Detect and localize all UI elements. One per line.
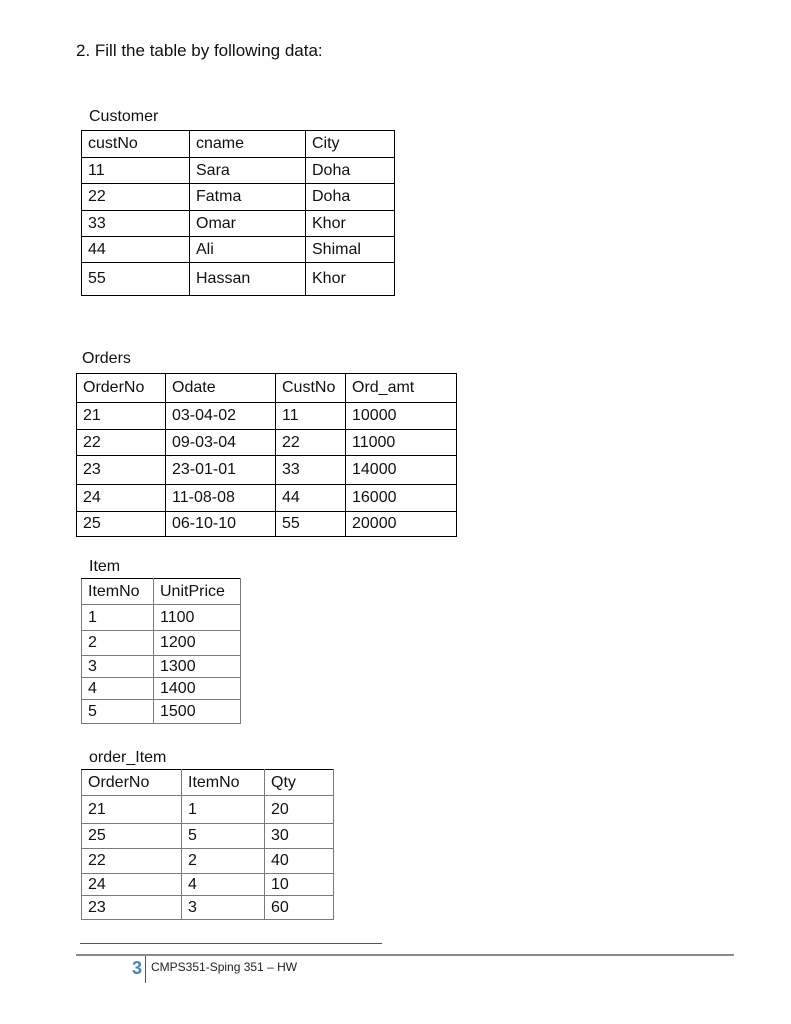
table-cell: 2 <box>82 631 154 656</box>
table-cell: 25 <box>82 824 182 849</box>
table-cell: 30 <box>265 824 334 849</box>
table-cell: 55 <box>82 263 190 296</box>
table-cell: 23 <box>77 456 166 485</box>
customer-table-caption: Customer <box>89 108 159 125</box>
table-cell: 06-10-10 <box>166 512 276 537</box>
column-header: Ord_amt <box>346 374 457 403</box>
column-header: CustNo <box>276 374 346 403</box>
column-header: OrderNo <box>77 374 166 403</box>
footer-divider <box>145 956 146 983</box>
column-header: ItemNo <box>182 770 265 796</box>
table-row <box>82 824 334 849</box>
orders-table-caption: Orders <box>82 350 131 367</box>
table-row <box>82 656 241 678</box>
table-cell: Sara <box>190 158 306 184</box>
table-cell: Ali <box>190 237 306 263</box>
table-cell: 14000 <box>346 456 457 485</box>
table-cell: 21 <box>77 403 166 430</box>
question-text: 2. Fill the table by following data: <box>76 41 323 60</box>
table-cell: 10 <box>265 874 334 896</box>
table-cell: 10000 <box>346 403 457 430</box>
table-cell: Doha <box>306 158 395 184</box>
table-cell: Khor <box>306 263 395 296</box>
table-row <box>82 237 395 263</box>
table-cell: 1400 <box>154 678 241 700</box>
table-row <box>77 512 457 537</box>
table-row <box>82 211 395 237</box>
table-cell: Shimal <box>306 237 395 263</box>
table-cell: 1 <box>82 605 154 631</box>
table-cell: 3 <box>182 896 265 920</box>
table-cell: 25 <box>77 512 166 537</box>
table-row <box>82 700 241 724</box>
table-cell: 40 <box>265 849 334 874</box>
table-cell: 11 <box>276 403 346 430</box>
table-row <box>82 849 334 874</box>
table-cell: 2 <box>182 849 265 874</box>
table-row <box>82 631 241 656</box>
table-cell: Omar <box>190 211 306 237</box>
table-cell: 03-04-02 <box>166 403 276 430</box>
table-cell: 11000 <box>346 430 457 456</box>
footnote-separator <box>80 943 382 944</box>
table-cell: 16000 <box>346 485 457 512</box>
column-header: Qty <box>265 770 334 796</box>
table-header-row <box>77 374 457 403</box>
item-table-caption: Item <box>89 558 121 575</box>
table-cell: 24 <box>77 485 166 512</box>
table-row <box>82 263 395 296</box>
table-cell: 33 <box>276 456 346 485</box>
column-header: OrderNo <box>82 770 182 796</box>
table-cell: 1500 <box>154 700 241 724</box>
item-table <box>81 578 241 724</box>
table-row <box>82 605 241 631</box>
order-item-table <box>81 769 334 920</box>
column-header: Odate <box>166 374 276 403</box>
table-row <box>82 896 334 920</box>
table-cell: 20 <box>265 796 334 824</box>
table-cell: Khor <box>306 211 395 237</box>
column-header: cname <box>190 131 306 158</box>
table-row <box>82 796 334 824</box>
table-cell: 44 <box>82 237 190 263</box>
table-cell: Hassan <box>190 263 306 296</box>
orders-table <box>76 373 457 537</box>
table-cell: 4 <box>182 874 265 896</box>
table-cell: 3 <box>82 656 154 678</box>
table-cell: 33 <box>82 211 190 237</box>
table-cell: 4 <box>82 678 154 700</box>
table-cell: 11 <box>82 158 190 184</box>
footer-text: CMPS351-Sping 351 – HW <box>151 960 298 974</box>
table-cell: 23-01-01 <box>166 456 276 485</box>
table-cell: 24 <box>82 874 182 896</box>
table-cell: 21 <box>82 796 182 824</box>
table-cell: 1100 <box>154 605 241 631</box>
column-header: ItemNo <box>82 579 154 605</box>
footer-rule <box>76 954 734 956</box>
table-row <box>77 456 457 485</box>
table-row <box>82 874 334 896</box>
customer-table <box>81 130 395 296</box>
table-cell: 60 <box>265 896 334 920</box>
table-row <box>82 678 241 700</box>
table-cell: 23 <box>82 896 182 920</box>
table-cell: 1300 <box>154 656 241 678</box>
column-header: City <box>306 131 395 158</box>
table-cell: 09-03-04 <box>166 430 276 456</box>
column-header: UnitPrice <box>154 579 241 605</box>
table-cell: 22 <box>276 430 346 456</box>
order-item-table-caption: order_Item <box>89 749 167 766</box>
table-cell: Doha <box>306 184 395 211</box>
table-cell: 44 <box>276 485 346 512</box>
table-row <box>77 485 457 512</box>
table-cell: 22 <box>77 430 166 456</box>
page-number: 3 <box>131 958 142 978</box>
table-row <box>77 403 457 430</box>
column-header: custNo <box>82 131 190 158</box>
table-header-row <box>82 770 334 796</box>
table-cell: 1 <box>182 796 265 824</box>
table-cell: 5 <box>182 824 265 849</box>
table-header-row <box>82 131 395 158</box>
table-cell: 20000 <box>346 512 457 537</box>
table-cell: 5 <box>82 700 154 724</box>
table-cell: 22 <box>82 184 190 211</box>
table-cell: 1200 <box>154 631 241 656</box>
table-header-row <box>82 579 241 605</box>
table-cell: Fatma <box>190 184 306 211</box>
table-cell: 22 <box>82 849 182 874</box>
table-row <box>82 184 395 211</box>
table-cell: 11-08-08 <box>166 485 276 512</box>
table-cell: 55 <box>276 512 346 537</box>
table-row <box>77 430 457 456</box>
table-row <box>82 158 395 184</box>
